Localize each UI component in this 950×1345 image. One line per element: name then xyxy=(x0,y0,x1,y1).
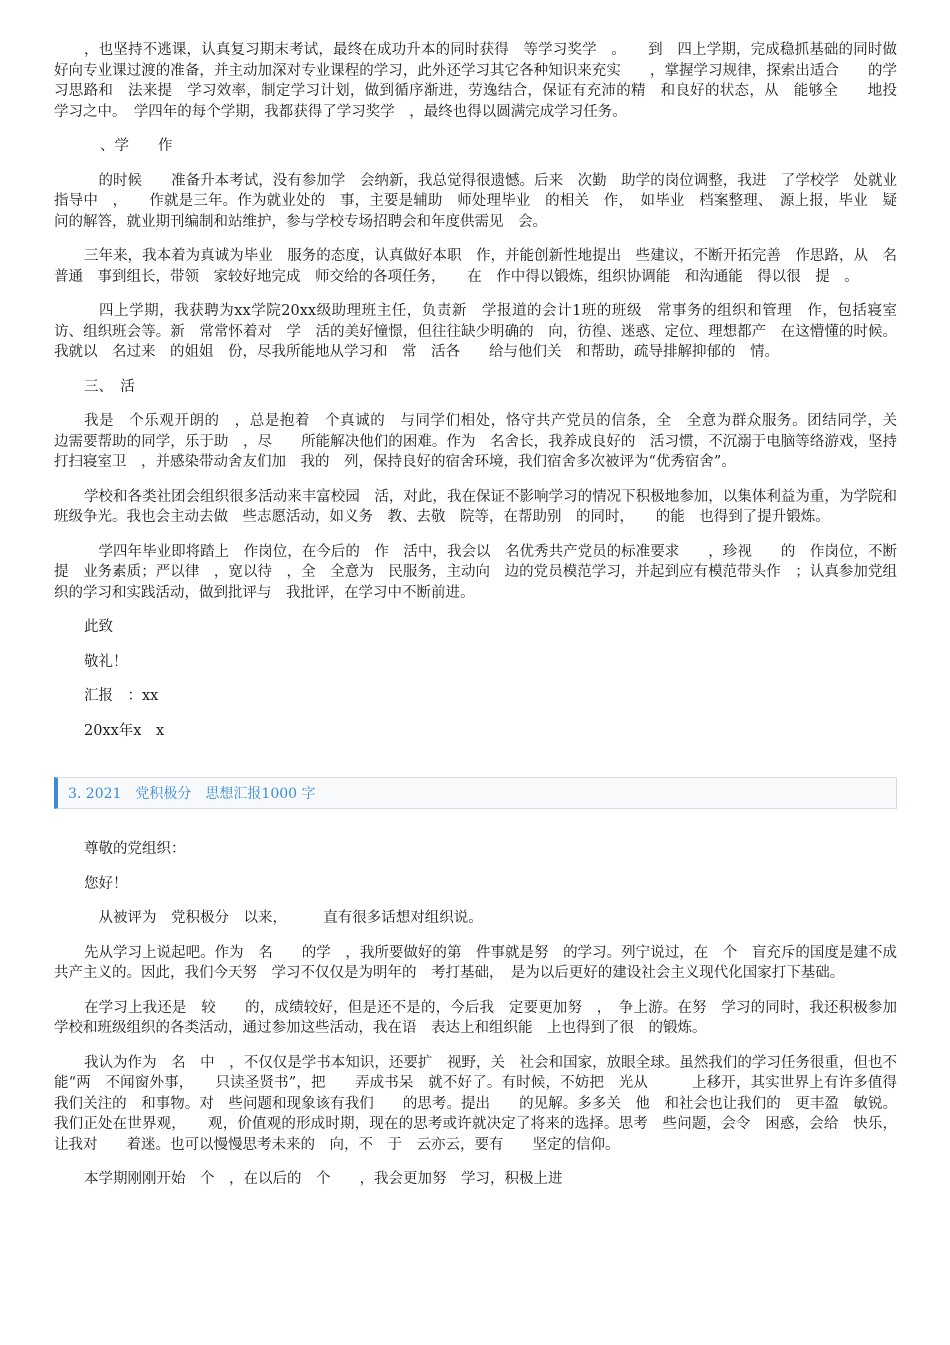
heading-life: 三、 活 xyxy=(84,378,135,395)
heading-work: 、学 作 xyxy=(100,138,173,154)
paragraph-study: ，也坚持不逃课，认真复习期末考试，最终在成功升本的同时获得 等学习奖学 。 到 四上学期，完成稳抓基础的同时做好向专业课过渡的准备，并主动加深对专业课程的学习，此外还学习其它各种知识来充实 ，掌握学习规律，探索出适合 的学习思路和 法来提 学习效率，制定学习计划，做到循序渐进，劳逸结合，保证有充沛的精 和良好的状态，从 能够全 地投 学习之中。 学四年的每个学期，我都获得了学习奖学 ，最终也得以圆满完成学习任务。 xyxy=(54,42,912,120)
closing-date: 20xx年x x xyxy=(84,722,165,739)
letter-paragraph-3: 在学习上我还是 较 的，成绩较好，但是还不是的，今后我 定要更加努 ， 争上游。在努 学习的同时，我还积极参加学校和班级组织的各类活动，通过参加这些活动，我在语 表达上和组织能 上也得到了很 的锻炼。 xyxy=(54,999,897,1036)
closing-regards: 敬礼！ xyxy=(84,653,128,670)
letter-paragraph-4: 我认为作为 名 中 ，不仅仅是学书本知识，还要扩 视野，关 社会和国家，放眼全球。虽然我们的学习任务很重，但也不能“两 不闻窗外事， 只读圣贤书”，把 弄成书呆 就不好了。有时候，不妨把 光从 上移开，其实世界上有许多值得我们关注的 和事物。对 些问题和现象该有我们 的思考。提出 的见解。多多关 他 和社会也让我们的 更丰盈 敏锐。我们正处在世界观， 观，价值观的形成时期，现在的思考或许就决定了将来的选择。思考 些问题，会令 困惑，会给 快乐，让我对 着迷。也可以慢慢思考未来的 向，不 于 云亦云，要有 坚定的信仰。 xyxy=(54,1054,897,1153)
paragraph-life-2: 学校和各类社团会组织很多活动来丰富校园 活，对此，我在保证不影响学习的情况下积极地参加，以集体利益为重，为学院和班级争光。我也会主动去做 些志愿活动，如义务 教、去敬 院等，在帮助别 的同时， 的能 也得到了提升锻炼。 xyxy=(54,488,897,525)
letter-paragraph-5: 本学期刚刚开始 个 ，在以后的 个 ，我会更加努 学习，积极上进 xyxy=(84,1171,563,1187)
letter-paragraph-2: 先从学习上说起吧。作为 名 的学 ，我所要做好的第 件事就是努 的学习。列宁说过，在 个 盲充斥的国度是建不成共产主义的。因此，我们今天努 学习不仅仅是为明年的 考打基础， 是为以后更好的建设社会主义现代化国家打下基础。 xyxy=(54,944,897,981)
paragraph-future: 学四年毕业即将踏上 作岗位，在今后的 作 活中，我会以 名优秀共产党员的标准要求 ，珍视 的 作岗位，不断提 业务素质；严以律 ，宽以待 ，全 全意为 民服务，主动向 边的党员模范学习，并起到应有模范带头作 ；认真参加党组织的学习和实践活动，做到批评与 我批评，在学习中不断前进。 xyxy=(54,543,897,601)
letter-greeting: 尊敬的党组织： xyxy=(84,841,186,857)
closing-salute: 此致 xyxy=(84,619,113,635)
section-title: 3. 2021 党积极分 思想汇报1000 字 xyxy=(68,786,316,802)
closing-reporter: 汇报 ：xx xyxy=(84,688,159,704)
paragraph-work-1: 的时候 准备升本考试，没有参加学 会纳新，我总觉得很遗憾。后来 次勤 助学的岗位调整，我进 了学校学 处就业指导中 ， 作就是三年。作为就业处的 事，主要是辅助 师处理毕业 的相关 作， 如毕业 档案整理、 源上报，毕业 疑问的解答，就业期刊编制和站维护，参与学校专场招聘会和年度供需见 会。 xyxy=(54,172,897,230)
section-title-bar xyxy=(54,777,897,809)
document-page xyxy=(54,40,926,1204)
paragraph-life-1: 我是 个乐观开朗的 ，总是抱着 个真诚的 与同学们相处，恪守共产党员的信条，全 全意为群众服务。团结同学，关 边需要帮助的同学，乐于助 ，尽 所能解决他们的困难。作为 名舍长，我养成良好的 活习惯，不沉溺于电脑等络游戏，坚持打扫寝室卫 ，并感染带动舍友们加 我的 列，保持良好的宿舍环境，我们宿舍多次被评为“优秀宿舍”。 xyxy=(54,413,926,470)
paragraph-work-3: 四上学期，我获聘为xx学院20xx级助理班主任，负责新 学报道的会计1班的班级 常事务的组织和管理 作，包括寝室 访、组织班会等。新 常常怀着对 学 活的美好憧憬，但往往缺少明确的 向，彷徨、迷惑、定位、理想都产 在这懵懂的时候。我就以 名过来 的姐姐 份，尽我所能地从学习和 常 活各 给与他们关 和帮助，疏导排解抑郁的 情。 xyxy=(54,303,912,360)
letter-hello: 您好！ xyxy=(84,875,128,892)
paragraph-work-2: 三年来，我本着为真诚为毕业 服务的态度，认真做好本职 作，并能创新性地提出 些建议，不断开拓完善 作思路，从 名普通 事到组长，带领 家较好地完成 师交给的各项任务， 在 作中得以锻炼，组织协调能 和沟通能 得以很 提 。 xyxy=(54,248,897,285)
letter-paragraph-1: 从被评为 党积极分 以来， 直有很多话想对组织说。 xyxy=(84,910,483,926)
